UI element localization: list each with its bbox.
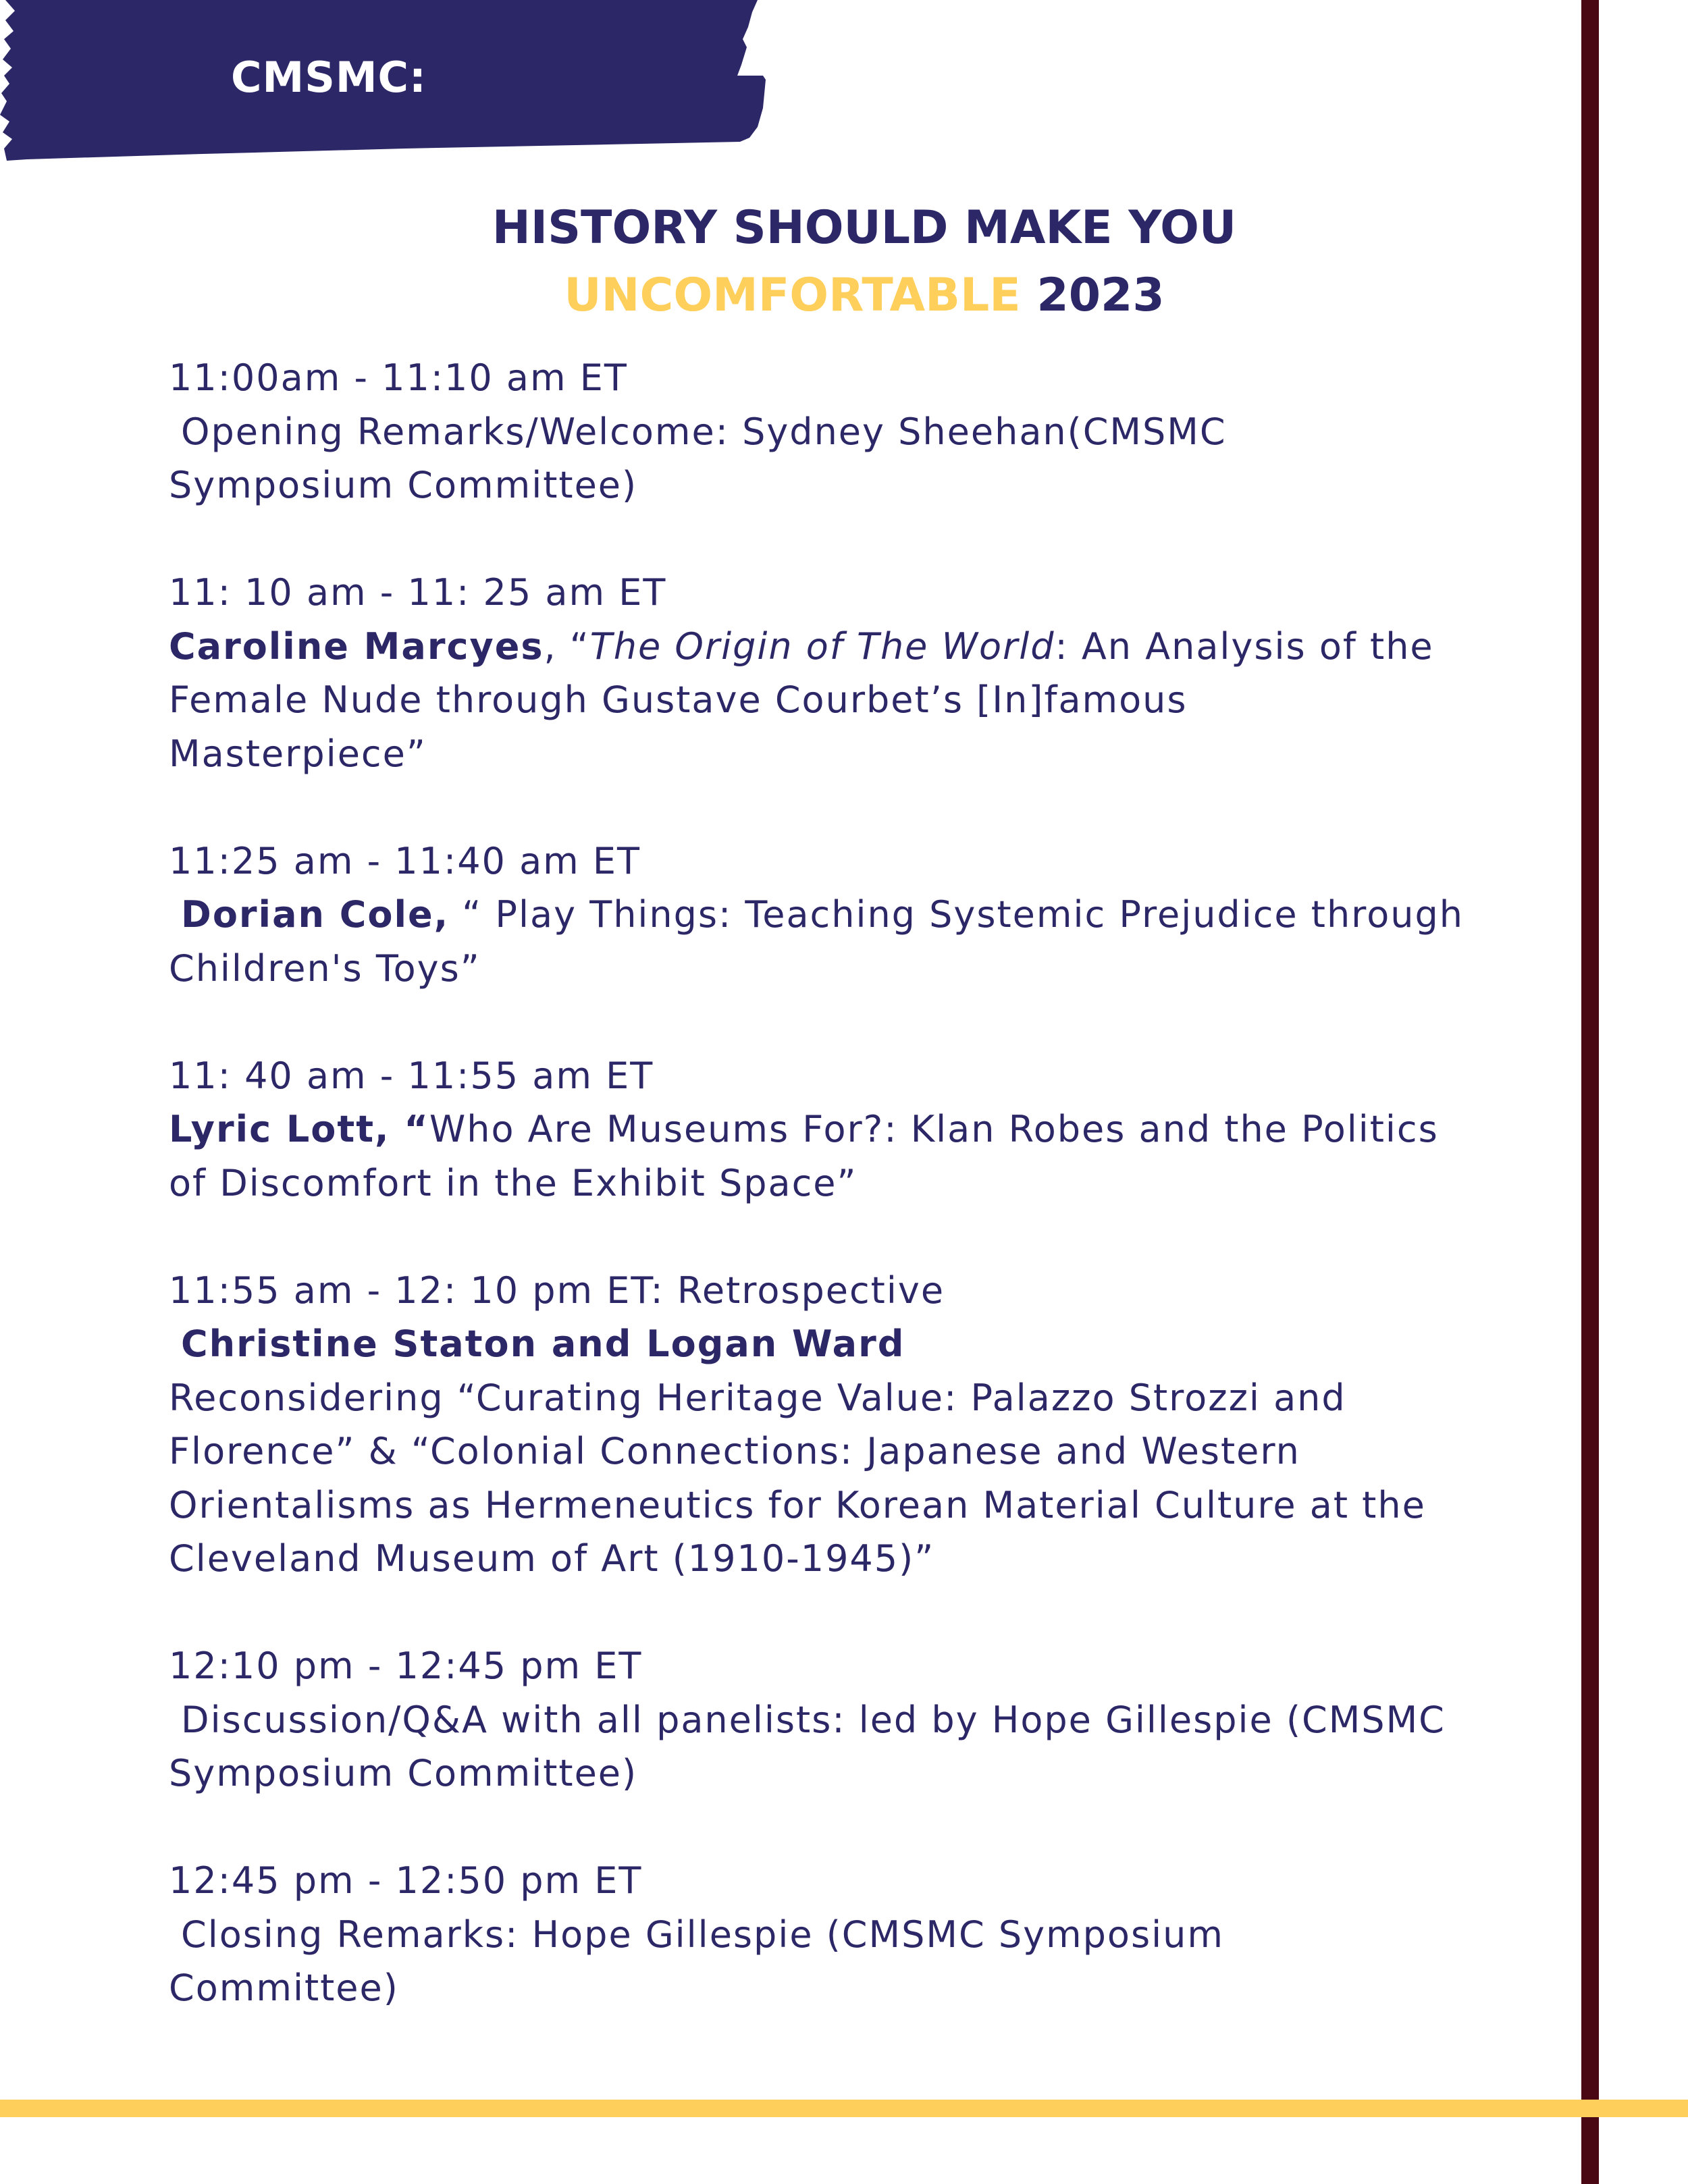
speaker-name: Dorian Cole, [181,893,450,936]
session-time: 12:45 pm - 12:50 pm ET [169,1859,643,1902]
talk-title: Florence” & “Colonial Connections: Japanese and Western [169,1430,1300,1472]
talk-title: “ Play Things: Teaching Systemic Prejudice through [449,893,1464,936]
talk-title: Children's Toys” [169,947,481,990]
talk-title: Reconsidering “Curating Heritage Value: Palazzo Strozzi and [169,1376,1346,1419]
session-discussion [169,1639,1560,1801]
session-closing [169,1854,1560,2015]
session-description: Symposium Committee) [169,1752,638,1794]
work-title: The Origin of The World [589,624,1055,668]
session-time: 12:10 pm - 12:45 pm ET [169,1645,643,1687]
session-description: Discussion/Q&A with all panelists: led by Hope Gillespie (CMSMC [181,1698,1446,1741]
session-talk-line [169,888,1560,942]
session-description: Opening Remarks/Welcome: Sydney Sheehan(CMSMC [181,410,1227,453]
talk-title: : An Analysis of the [1055,624,1434,668]
session-lott [169,1049,1560,1210]
session-cole [169,834,1560,996]
session-talk-line [169,620,1560,674]
program-schedule [169,351,1560,2069]
title-year: 2023 [1036,269,1165,322]
speaker-name: Caroline Marcyes [169,624,544,668]
session-description: Committee) [169,1967,399,2009]
session-time: 11:55 am - 12: 10 pm ET: Retrospective [169,1269,945,1312]
vertical-rule [1581,0,1599,2184]
session-time: 11: 10 am - 11: 25 am ET [169,571,667,614]
talk-title: Orientalisms as Hermeneutics for Korean Material Culture at the [169,1483,1426,1526]
session-description: Symposium Committee) [169,464,638,506]
session-time: 11: 40 am - 11:55 am ET [169,1054,654,1097]
talk-title: Who Are Museums For?: Klan Robes and the Politics [429,1108,1439,1150]
session-opening [169,351,1560,512]
session-marcyes [169,566,1560,780]
talk-title: of Discomfort in the Exhibit Space” [169,1161,858,1204]
talk-title: Masterpiece” [169,732,427,775]
session-time: 11:25 am - 11:40 am ET [169,839,641,882]
page-title-line2 [135,269,1593,322]
session-talk-line [169,1102,1560,1156]
bottom-rule [0,2100,1688,2117]
talk-title: Female Nude through Gustave Courbet’s [In]famous [169,678,1188,721]
speaker-name: Christine Staton and Logan Ward [181,1323,905,1365]
separator: , “ [544,624,590,668]
session-time: 11:00am - 11:10 am ET [169,356,628,399]
session-retrospective [169,1264,1560,1586]
banner-label: CMSMC: [231,53,427,102]
talk-title: Cleveland Museum of Art (1910-1945)” [169,1537,935,1580]
page-title-line1: HISTORY SHOULD MAKE YOU [492,201,1237,255]
session-description: Closing Remarks: Hope Gillespie (CMSMC Symposium [181,1913,1224,1956]
speaker-name: Lyric Lott, “ [169,1108,429,1150]
title-accent-word: UNCOMFORTABLE [564,269,1021,322]
